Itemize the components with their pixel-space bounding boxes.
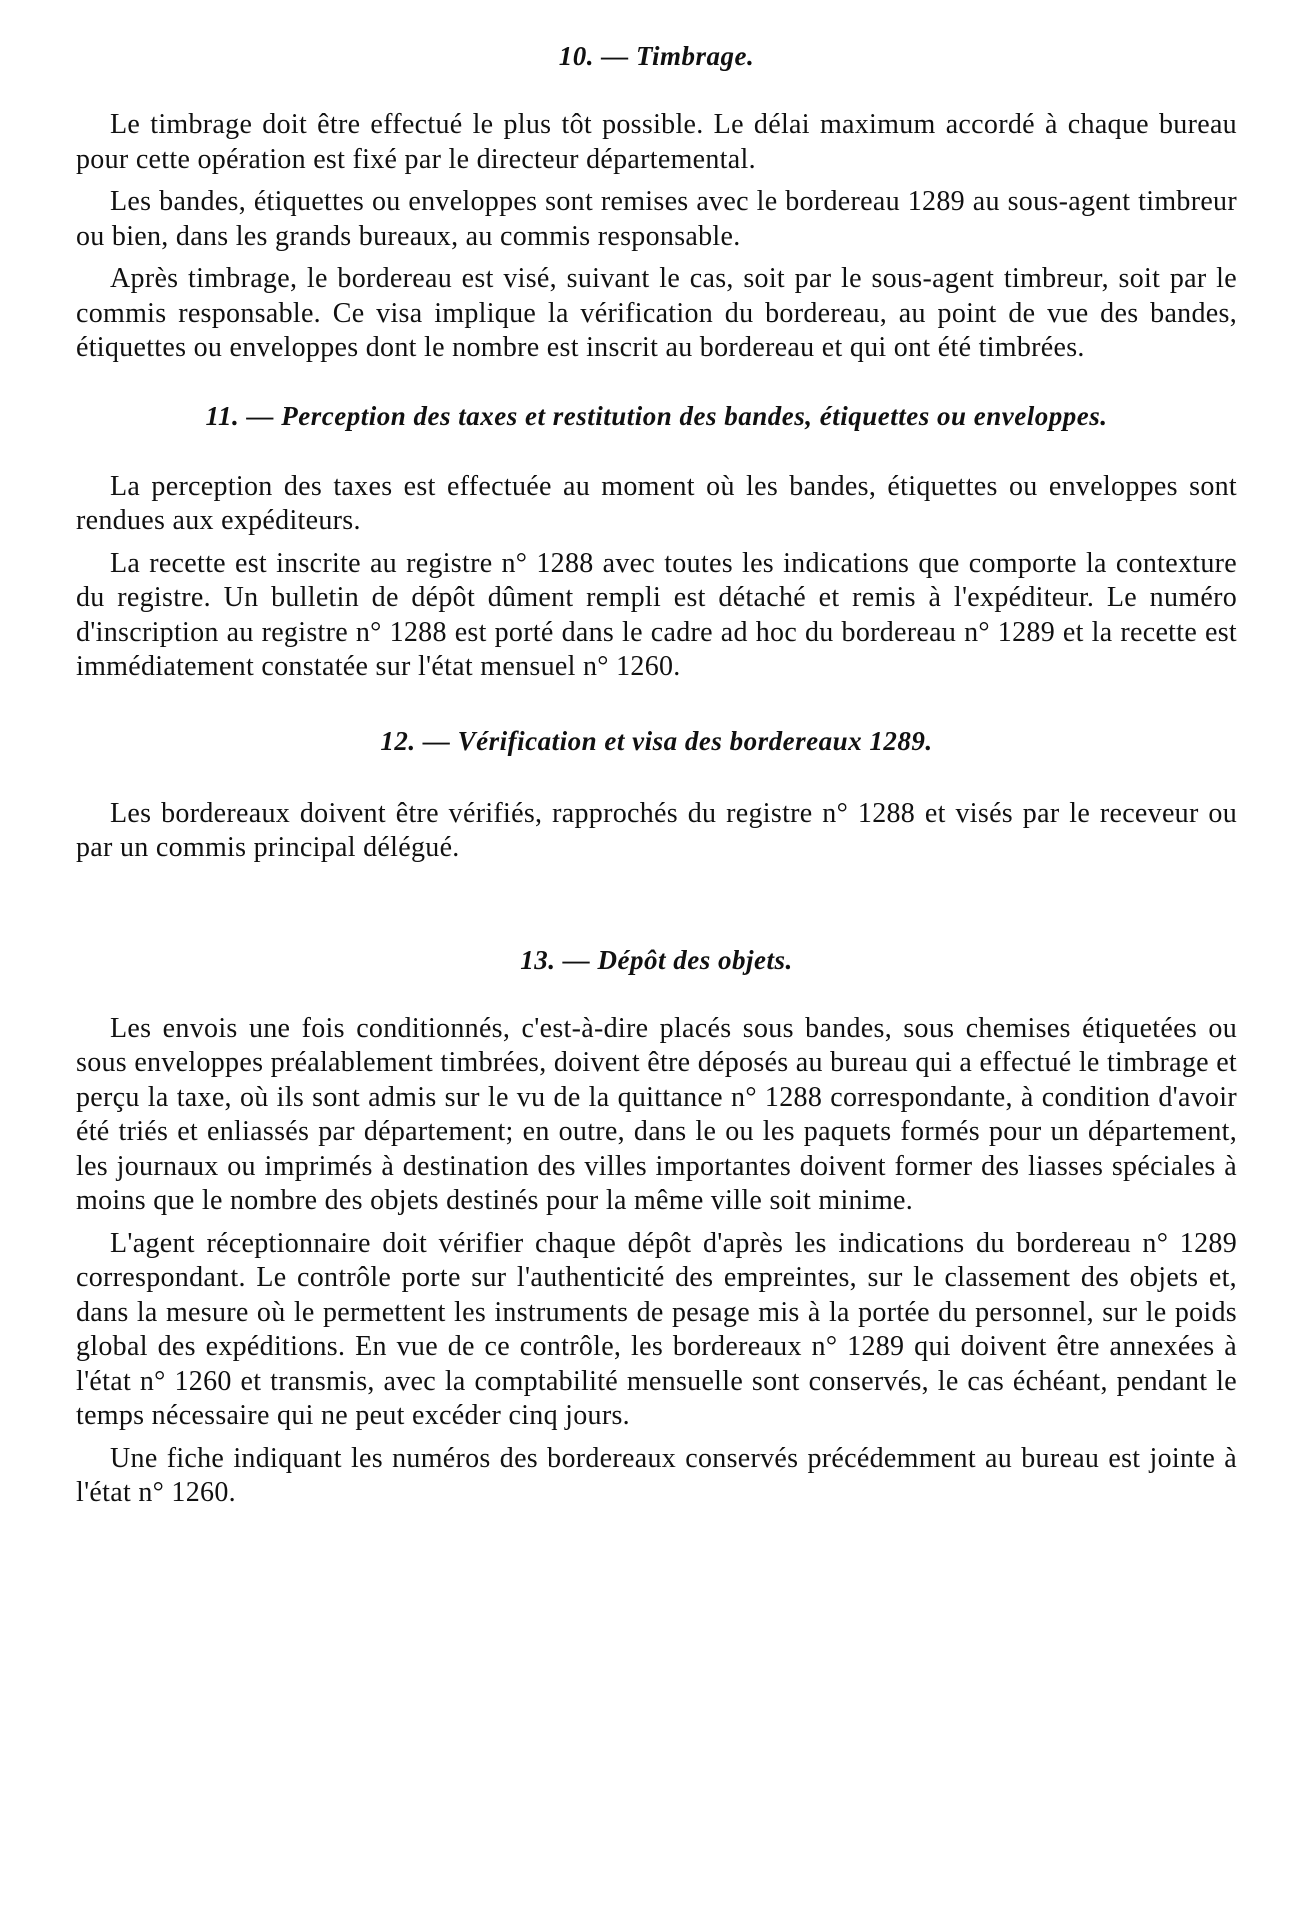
- paragraph: Les bordereaux doivent être vérifiés, rapprochés du registre n° 1288 et visés par le receveur ou par un commis principal délégué.: [76, 797, 1237, 863]
- paragraph: L'agent réceptionnaire doit vérifier chaque dépôt d'après les indications du bordereau n° 1289 correspondant. Le contrôle porte sur l'authenticité des empreintes, sur le classement des objets et, dans la mesure où le permettent les instruments de pesage mis à la portée du personnel, sur le poids global des expéditions. En vue de ce contrôle, les bordereaux n° 1289 qui doivent être annexées à l'état n° 1260 et transmis, avec la comptabilité mensuelle sont conservés, le cas échéant, pendant le temps nécessaire qui ne peut excéder cinq jours.: [76, 1227, 1237, 1431]
- section-title: 11. — Perception des taxes et restitution des bandes, étiquettes ou enveloppes.: [205, 400, 1108, 431]
- paragraph: Après timbrage, le bordereau est visé, suivant le cas, soit par le sous-agent timbreur, soit par le commis responsable. Ce visa implique la vérification du bordereau, au point de vue des bandes, étiquettes ou enveloppes dont le nombre est inscrit au bordereau et qui ont été timbrées.: [76, 263, 1237, 363]
- section-title: 13. — Dépôt des objets.: [520, 944, 793, 975]
- section-verification-et-visa: [76, 725, 1237, 866]
- section-title: 10. — Timbrage.: [558, 41, 755, 71]
- section-timbrage: [76, 40, 1237, 366]
- section-depot-des-objets: [76, 944, 1237, 1511]
- section-perception-des-taxes: [76, 400, 1237, 685]
- paragraph: La recette est inscrite au registre n° 1288 avec toutes les indications que comporte la contexture du registre. Un bulletin de dépôt dûment rempli est détaché et remis à l'expéditeur. Le numéro d'inscription au registre n° 1288 est porté dans le cadre ad hoc du bordereau n° 1289 et la recette est immédiatement constatée sur l'état mensuel n° 1260.: [76, 547, 1237, 682]
- paragraph: Les bandes, étiquettes ou enveloppes sont remises avec le bordereau 1289 au sous-agent timbreur ou bien, dans les grands bureaux, au commis responsable.: [76, 186, 1237, 252]
- paragraph: Une fiche indiquant les numéros des bordereaux conservés précédemment au bureau est jointe à l'état n° 1260.: [76, 1442, 1237, 1508]
- paragraph: Le timbrage doit être effectué le plus tôt possible. Le délai maximum accordé à chaque bureau pour cette opération est fixé par le directeur départemental.: [76, 109, 1237, 175]
- section-title: 12. — Vérification et visa des bordereaux 1289.: [380, 725, 933, 756]
- paragraph: Les envois une fois conditionnés, c'est-à-dire placés sous bandes, sous chemises étiquetées ou sous enveloppes préalablement timbrées, doivent être déposés au bureau qui a effectué le timbrage et perçu la taxe, où ils sont admis sur le vu de la quittance n° 1288 correspondante, à condition d'avoir été triés et enliassés par département; en outre, dans le ou les paquets formés pour un département, les journaux ou imprimés à destination des villes importantes doivent former des liasses spéciales à moins que le nombre des objets destinés pour la même ville soit minime.: [76, 1012, 1237, 1216]
- paragraph: La perception des taxes est effectuée au moment où les bandes, étiquettes ou enveloppes sont rendues aux expéditeurs.: [76, 470, 1237, 536]
